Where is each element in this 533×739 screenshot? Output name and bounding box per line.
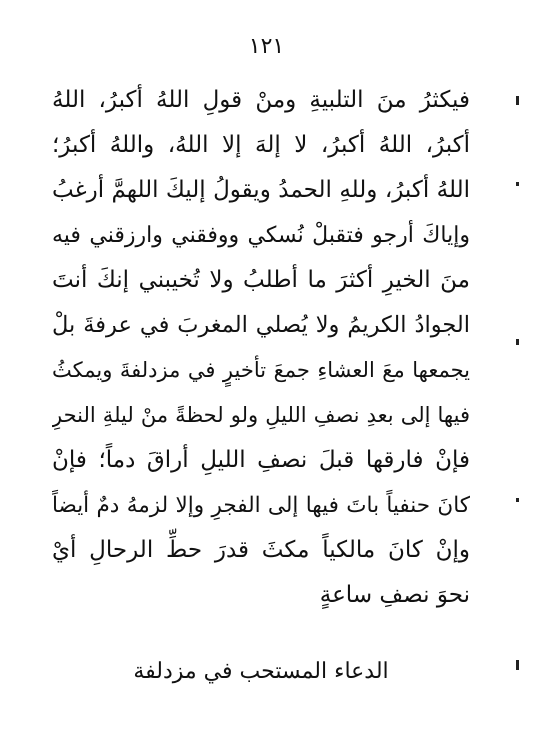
text-line: أكبرُ، اللهُ أكبرُ، لا إلهَ إلا اللهُ، واللهُ أكبرُ؛ xyxy=(52,132,470,158)
text-line: وإنْ كانَ مالكياً مكثَ قدرَ حطِّ الرحالِ أيْ xyxy=(52,537,470,563)
text-line: الجوادُ الكريمُ ولا يُصلي المغربَ في عرفةَ بلْ xyxy=(52,312,470,338)
margin-mark xyxy=(516,96,519,105)
text-line: نحوَ نصفِ ساعةٍ xyxy=(319,582,470,608)
text-line: منَ الخيرِ أكثرَ ما أطلبُ ولا تُخيبني إنكَ أنتَ xyxy=(52,267,470,293)
section-heading: الدعاء المستحب في مزدلفة xyxy=(133,659,389,684)
margin-mark xyxy=(516,498,519,502)
margin-mark xyxy=(516,339,519,345)
margin-mark xyxy=(516,182,519,186)
text-line: وإياكَ أرجو فتقبلْ نُسكي ووفقني وارزقني فيه xyxy=(52,223,470,248)
text-line: فيها إلى بعدِ نصفِ الليلِ ولو لحظةً منْ ليلةِ النحرِ xyxy=(52,403,470,427)
text-line: يجمعها معَ العشاءِ جمعَ تأخيرٍ في مزدلفةَ ويمكثُ xyxy=(52,358,470,382)
page-number: ١٢١ xyxy=(248,34,285,59)
margin-mark xyxy=(516,660,519,670)
body-text xyxy=(52,78,470,618)
text-line: فيكثرُ منَ التلبيةِ ومنْ قولِ اللهُ أكبرُ، اللهُ xyxy=(52,87,470,113)
text-line: كانَ حنفياً باتَ فيها إلى الفجرِ وإلا لزمهُ دمٌ أيضاً xyxy=(52,493,470,518)
text-line: اللهُ أكبرُ، وللهِ الحمدُ ويقولُ إليكَ اللهمَّ أرغبُ xyxy=(52,177,470,203)
text-line: فإنْ فارقها قبلَ نصفِ الليلِ أراقَ دماً؛ فإنْ xyxy=(52,447,470,473)
